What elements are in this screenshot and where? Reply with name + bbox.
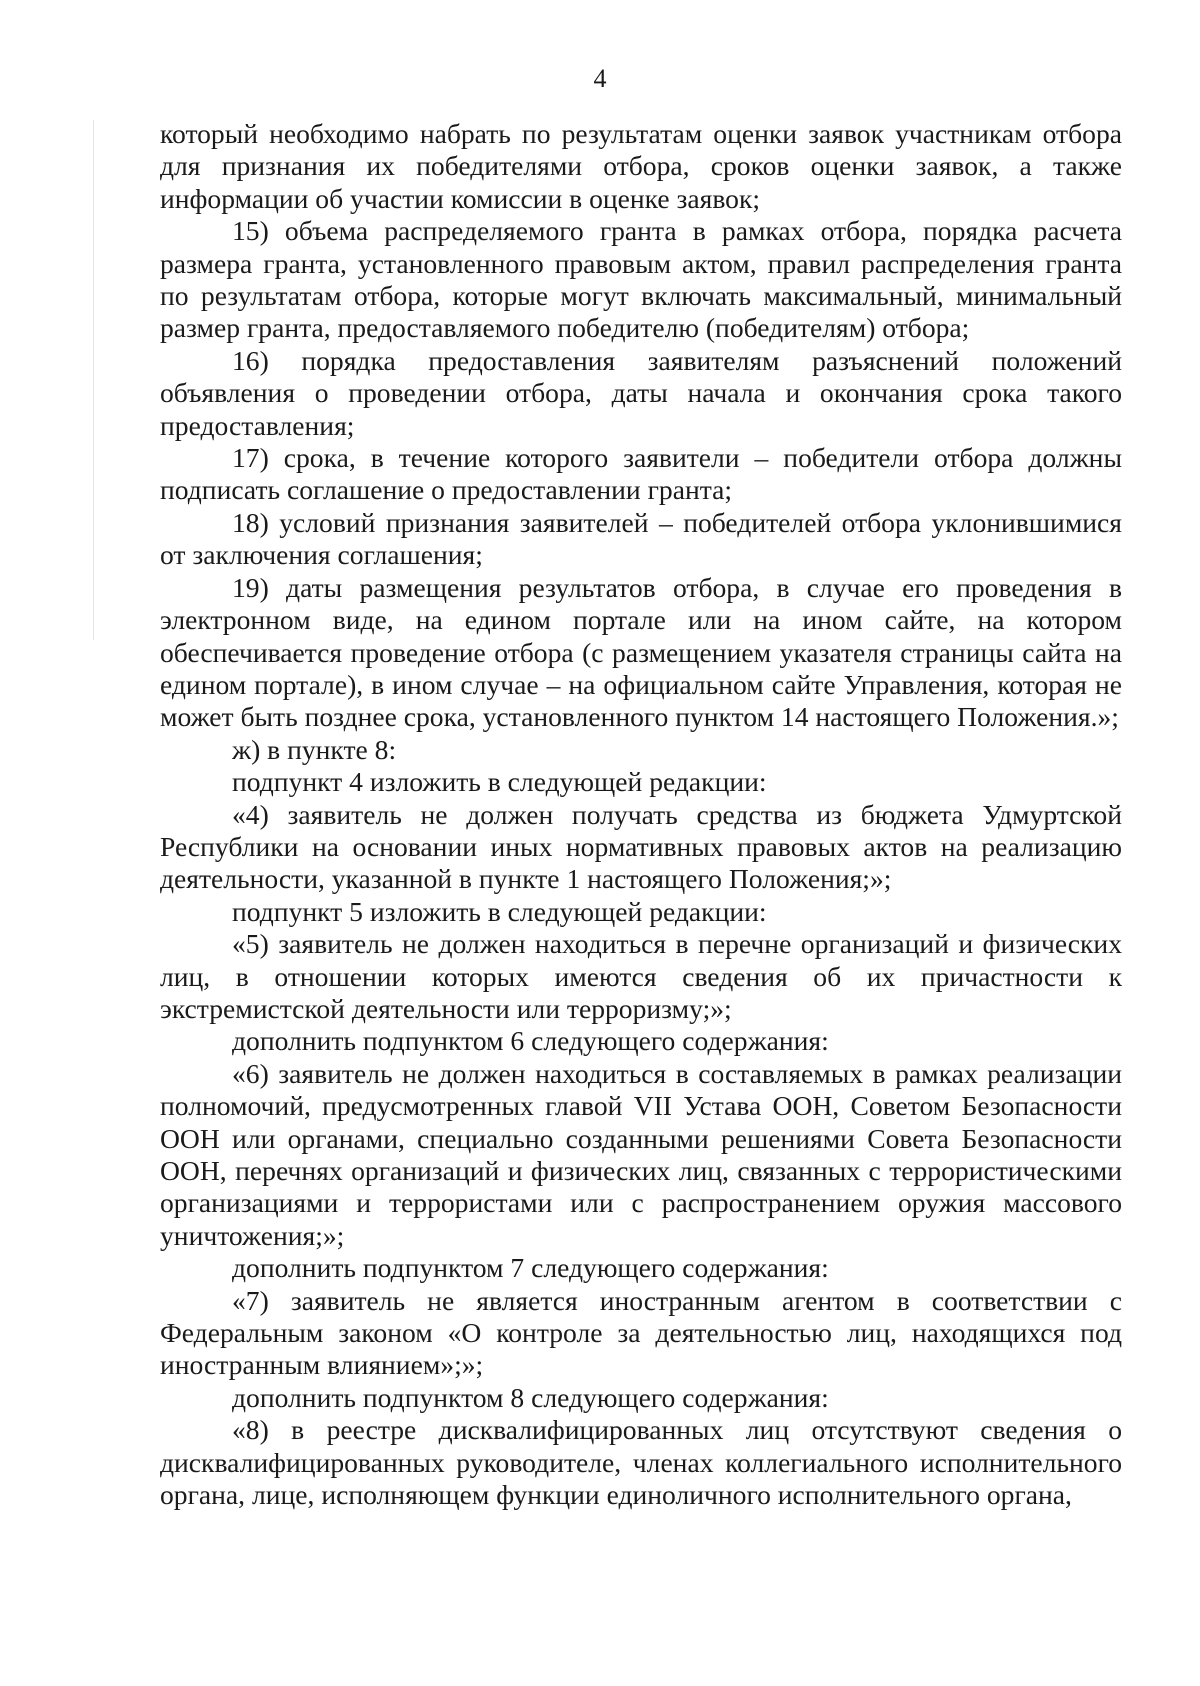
paragraph-instruction-7: дополнить подпунктом 7 следующего содержания: — [232, 1252, 829, 1284]
page-number: 4 — [593, 64, 607, 93]
paragraph-subitem-5: «5) заявитель не должен находиться в перечне организаций и физических лиц, в отношении которых имеются сведения об их причастности к экстремистской деятельности или терроризму;»; — [160, 928, 1122, 1024]
paragraph-instruction-4: подпункт 4 изложить в следующей редакции: — [232, 766, 767, 798]
paragraph-section-zh: ж) в пункте 8: — [232, 733, 397, 765]
paragraph-item-15: 15) объема распределяемого гранта в рамках отбора, порядка расчета размера гранта, установленного правовым актом, правил распределения гранта по результатам отбора, которые могут включать максимальный, минимальный размер гранта, предоставляемого победителю (победителям) отбора; — [160, 215, 1122, 344]
document-body — [160, 118, 1122, 1511]
paragraph-instruction-6: дополнить подпунктом 6 следующего содержания: — [232, 1025, 829, 1057]
paragraph-item-19: 19) даты размещения результатов отбора, в случае его проведения в электронном виде, на едином портале или на ином сайте, на котором обеспечивается проведение отбора (с размещением указателя страницы сайта на едином портале), в ином случае – на официальном сайте Управления, которая не может быть позднее срока, установленного пунктом 14 настоящего Положения.»; — [160, 571, 1122, 733]
scan-edge-line — [93, 120, 94, 640]
paragraph-subitem-7: «7) заявитель не является иностранным агентом в соответствии с Федеральным законом «О контроле за деятельностью лиц, находящихся под иностранным влиянием»;»; — [160, 1284, 1122, 1381]
paragraph-instruction-5: подпункт 5 изложить в следующей редакции: — [232, 895, 767, 927]
paragraph-subitem-6: «6) заявитель не должен находиться в составляемых в рамках реализации полномочий, предусмотренных главой VII Устава ООН, Советом Безопасности ООН или органами, специально созданными решениями Совета Безопасности ООН, перечнях организаций и физических лиц, связанных с террористическими организациями и террористами или с распространением оружия массового уничтожения;»; — [160, 1057, 1122, 1251]
paragraph-subitem-4: «4) заявитель не должен получать средства из бюджета Удмуртской Республики на основании иных нормативных правовых актов на реализацию деятельности, указанной в пункте 1 настоящего Положения;»; — [160, 798, 1122, 895]
paragraph-item-16: 16) порядка предоставления заявителям разъяснений положений объявления о проведении отбора, даты начала и окончания срока такого предоставления; — [160, 344, 1122, 441]
paragraph-item-18: 18) условий признания заявителей – победителей отбора уклонившимися от заключения соглашения; — [160, 506, 1122, 571]
paragraph-continuation: который необходимо набрать по результатам оценки заявок участникам отбора для признания их победителями отбора, сроков оценки заявок, а также информации об участии комиссии в оценке заявок; — [160, 118, 1122, 214]
paragraph-item-17: 17) срока, в течение которого заявители – победители отбора должны подписать соглашение о предоставлении гранта; — [160, 442, 1122, 506]
paragraph-instruction-8: дополнить подпунктом 8 следующего содержания: — [232, 1381, 829, 1413]
paragraph-subitem-8: «8) в реестре дисквалифицированных лиц отсутствуют сведения о дисквалифицированных руководителе, членах коллегиального исполнительного органа, лице, исполняющем функции единоличного исполнительного органа, — [160, 1414, 1122, 1511]
